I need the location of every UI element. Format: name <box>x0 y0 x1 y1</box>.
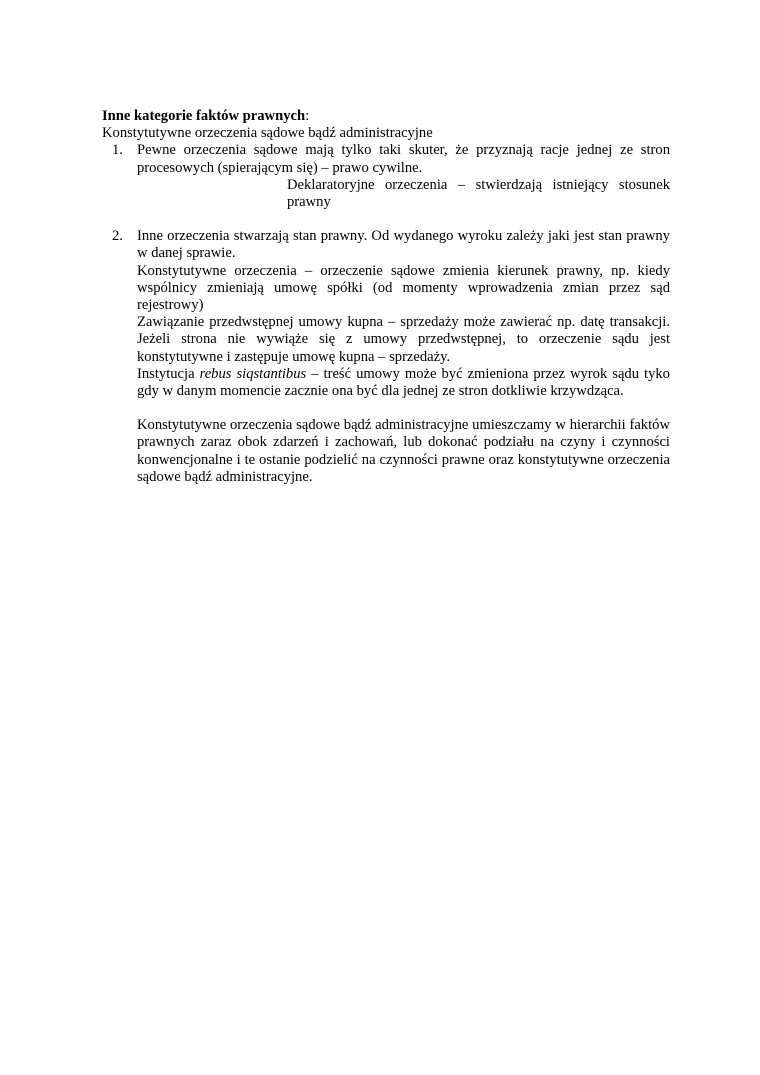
section-heading <box>102 108 670 125</box>
p4-italic-term: rebus siqstantibus <box>199 365 307 382</box>
numbered-list <box>102 142 670 486</box>
list-item-2 <box>102 228 670 486</box>
item-2-paragraph-2: Konstytutywne orzeczenia – orzeczenie sądowe zmienia kierunek prawny, np. kiedy wspólnicy zmieniają umowę spółki (od momenty wprowadzenia zmian przez sąd rejestrowy) <box>137 262 670 314</box>
p4-text-after: – treść umowy może być zmieniona przez wyrok sądu tyko gdy w danym momencie zacznie ona być dla jednej ze stron dotkliwie krzywdząca. <box>137 365 670 400</box>
heading-colon: : <box>305 108 310 124</box>
heading-bold-text: Inne kategorie faktów prawnych <box>102 108 306 124</box>
list-item-1 <box>102 142 670 211</box>
item-2-paragraph-5: Konstytutywne orzeczenia sądowe bądź administracyjne umieszczamy w hierarchii faktów prawnych zaraz obok zdarzeń i zachowań, lub dokonać podziału na czyny i czynności konwencjonalne i te ostanie podzielić na czynności prawne oraz konstytutywne orzeczenia sądowe bądź administracyjne. <box>137 417 670 485</box>
subheading: Konstytutywne orzeczenia sądowe bądź administracyjne <box>102 125 433 142</box>
item-1-paragraph: Pewne orzeczenia sądowe mają tylko taki skuter, że przyznają racje jednej ze stron procesowych (spierającym się) – prawo cywilne. <box>137 142 670 176</box>
item-2-paragraph-4 <box>137 366 670 400</box>
item-2-paragraph-3: Zawiązanie przedwstępnej umowy kupna – sprzedaży może zawierać np. datę transakcji. Jeżeli strona nie wywiąże się z umowy przedwstępnej, to orzeczenie sądu jest konstytutywne i zastępuje umowę kupna – sprzedaży. <box>137 314 670 365</box>
list-number-2: 2. <box>112 228 123 245</box>
spacer <box>137 400 670 417</box>
spacer <box>102 211 670 228</box>
document-body <box>102 108 670 486</box>
item-2-paragraph-1: Inne orzeczenia stwarzają stan prawny. Od wydanego wyroku zależy jaki jest stan prawny w danej sprawie. <box>137 228 670 262</box>
item-1-indented-paragraph: Deklaratoryjne orzeczenia – stwierdzają istniejący stosunek prawny <box>287 176 670 211</box>
p4-text-before: Instytucja <box>137 365 200 382</box>
list-number-1: 1. <box>112 142 123 159</box>
